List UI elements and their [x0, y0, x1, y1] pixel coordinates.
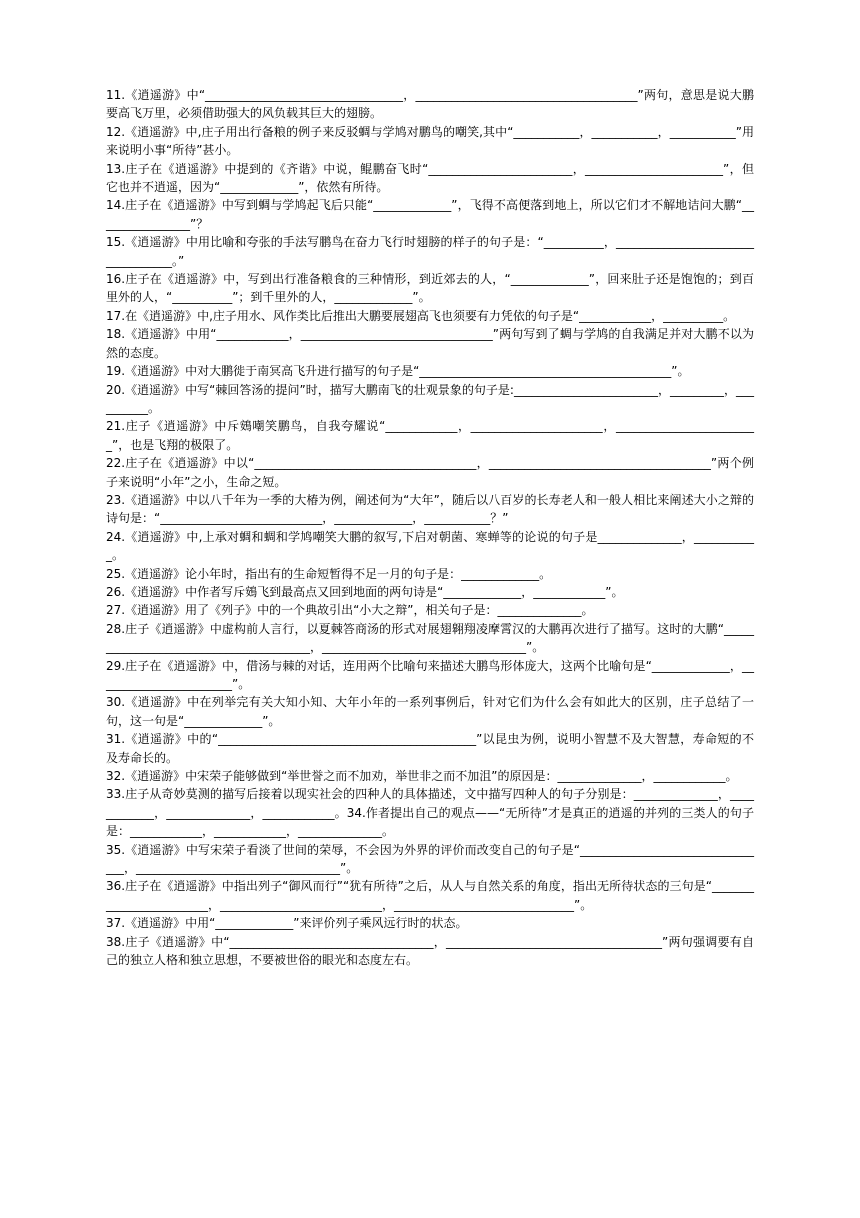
question-29: 29.庄子在《逍遥游》中，借汤与棘的对话，连用两个比喻句来描述大鹏鸟形体庞大，这两个比喻句是“_____________，_______________________”。	[106, 658, 754, 691]
question-33-34: 33.庄子从奇妙莫测的描写后接着以现实社会的四种人的具体描述，文中描写四种人的句子分别是：______________，____________，______________，____________。34.作者提出自己的观点——“无所待”才是真正的逍遥的并列的三类人的句子是：____________，____________，______________。	[106, 787, 754, 839]
question-37: 37.《逍遥游》中用“_____________”来评价列子乘风远行时的状态。	[106, 916, 468, 931]
question-20: 20.《逍遥游》中写“棘回答汤的提问”时，描写大鹏南飞的壮观景象的句子是:________________________，_________，__________。	[106, 382, 754, 415]
question-22: 22.庄子在《逍遥游》中以“_____________________________________，_____________________________________”两个例子来说明“小年”之小，生命之短。	[106, 456, 754, 489]
question-28: 28.庄子《逍遥游》中虚构前人言行，以夏棘答商汤的形式对展翅翱翔凌摩霄汉的大鹏再次进行了描写。这时的大鹏“_______________________________________，__________________________________”。	[106, 621, 754, 655]
question-21: 21.庄子《逍遥游》中斥鴳嘲笑鹏鸟，自我夸耀说“____________，______________________，________________________”，也是飞翔的极限了。	[106, 419, 754, 452]
question-23: 23.《逍遥游》中以八千年为一季的大椿为例，阐述何为“大年”，随后以八百岁的长寿老人和一般人相比来阐述大小之辩的诗句是：“___________________________，_____________，___________？”	[106, 492, 754, 526]
question-15: 15.《逍遥游》中用比喻和夸张的手法写鹏鸟在奋力飞行时翅膀的样子的句子是：“__________，__________________________________。”	[106, 235, 754, 268]
question-list	[106, 86, 754, 970]
question-32: 32.《逍遥游》中宋荣子能够做到“举世誉之而不加劝，举世非之而不加沮”的原因是：______________，____________。	[106, 769, 738, 784]
question-31: 31.《逍遥游》中的“___________________________________________”以昆虫为例，说明小智慧不及大智慧，寿命短的不及寿命长的。	[106, 732, 754, 765]
question-16: 16.庄子在《逍遥游》中，写到出行准备粮食的三种情形，到近郊去的人，“_____________”，回来肚子还是饱饱的；到百里外的人，“__________”；到千里外的人，_____________”。	[106, 272, 754, 305]
question-17: 17.在《逍遥游》中,庄子用水、风作类比后推出大鹏要展翅高飞也须要有力凭依的句子是“____________，__________。	[106, 308, 736, 323]
question-25: 25.《逍遥游》论小年时，指出有的生命短暂得不足一月的句子是：_____________。	[106, 566, 552, 581]
question-38: 38.庄子《逍遥游》中“__________________________________，____________________________________”两句强调要有自己的独立人格和独立思想，不要被世俗的眼光和态度左右。	[106, 934, 754, 968]
question-14: 14.庄子在《逍遥游》中写到蜩与学鸠起飞后只能“_____________”，飞得不高便落到地上，所以它们才不解地诘问大鹏“________________”？	[106, 198, 754, 231]
question-26: 26.《逍遥游》中作者写斥鴳飞到最高点又回到地面的两句诗是“_____________，____________”。	[106, 584, 624, 599]
question-12: 12.《逍遥游》中,庄子用出行备粮的例子来反驳蜩与学鸠对鹏鸟的嘲笑,其中“___________，___________，___________”用来说明小事“所待”甚小。	[106, 124, 754, 158]
question-13: 13.庄子在《逍遥游》中提到的《齐谐》中说，鲲鹏奋飞时“________________________，_______________________”，但它也并不逍遥，因为“_____________”，依然有所待。	[106, 161, 754, 195]
question-11: 11.《逍遥游》中“_________________________________，_____________________________________”两句，意思是说大鹏要高飞万里，必须借助强大的风负载其巨大的翅膀。	[106, 88, 754, 121]
question-35: 35.《逍遥游》中写宋荣子看淡了世间的荣辱，不会因为外界的评价而改变自己的句子是“________________________________，__________________________________”。	[106, 842, 754, 876]
question-19: 19.《逍遥游》中对大鹏徙于南冥高飞升进行描写的句子是“__________________________________________”。	[106, 364, 690, 379]
question-27: 27.《逍遥游》用了《列子》中的一个典故引出“小大之辩”，相关句子是：______________。	[106, 603, 594, 618]
question-24: 24.《逍遥游》中,上承对蜩和蜩和学鸠嘲笑大鹏的叙写,下启对朝菌、寒蝉等的论说的句子是______________，___________。	[106, 529, 754, 563]
question-18: 18.《逍遥游》中用“____________，________________________________”两句写到了蜩与学鸠的自我满足并对大鹏不以为然的态度。	[106, 327, 754, 360]
question-30: 30.《逍遥游》中在列举完有关大知小知、大年小年的一系列事例后，针对它们为什么会有如此大的区别，庄子总结了一句，这一句是“_____________”。	[106, 695, 754, 728]
question-36: 36.庄子在《逍遥游》中指出列子“御风而行”“犹有所待”之后，从人与自然关系的角度，指出无所待状态的三句是“________________________，___________________________，______________________________”。	[106, 879, 754, 912]
